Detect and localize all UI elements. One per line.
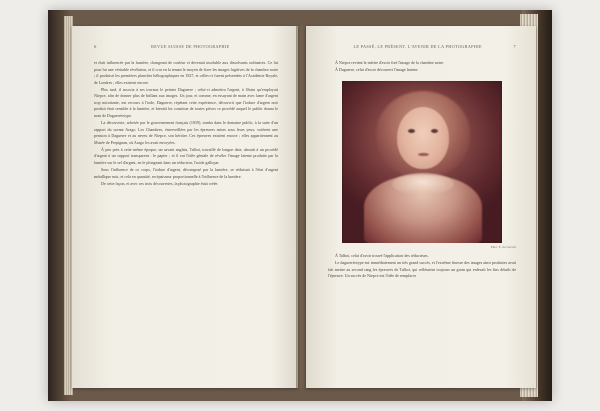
- right-body-text-top: [328, 60, 516, 74]
- plate-credit: Phot. E. de Gorsch: [490, 245, 516, 250]
- left-page: [72, 26, 298, 388]
- paragraph: À Niepce revient le mérite d'avoir fixé l'image de la chambre noire.: [335, 60, 445, 65]
- right-running-head: [328, 44, 516, 49]
- left-running-head-title: REVUE SUISSE DE PHOTOGRAPHIE: [151, 44, 230, 49]
- right-body-text-bottom: [328, 253, 516, 280]
- paragraph: À Daguerre, celui d'avoir découvert l'image latente.: [335, 67, 419, 73]
- portrait-photograph: [342, 81, 502, 243]
- plate-figure: [328, 81, 516, 250]
- paragraph: et était influencée par la lumière, changeant de couleur et devenait insoluble aux dissolvants ordinaires. Ce fut pour lui une véritable révélation, et il crut en la tenant le moyen de fixer les images fugitives de la chambre noire ; il produisit les premières planches héliographiques en 1827, et celles-ci furent présentées à l'Académie Royale, de Londres ; elles existent encore.: [94, 60, 278, 85]
- portrait-lace-collar: [392, 173, 454, 195]
- right-page-content: [306, 26, 536, 388]
- paragraph: La découverte, achetée par le gouvernement français (1839), tomba dans le domaine public, à la suite d'un rapport du savant Arago. Les Chambres, émerveillées par les épreuves mises sous leurs yeux, votèrent une pension à Daguerre et au neveu de Niepce, son héritier. Ces épreuves existent encore ; elles appartiennent au Musée de Perpignan, où Arago les avait envoyées.: [94, 120, 278, 145]
- portrait-face: [397, 107, 449, 169]
- paragraph: De cette façon, et avec ces trois découvertes, la photographie était créée.: [101, 180, 219, 186]
- left-folio: 6: [94, 44, 97, 49]
- left-page-content: [72, 26, 298, 388]
- open-book: [48, 10, 552, 401]
- right-page: [306, 26, 536, 388]
- paragraph: Plus tard, il associa à ses travaux le peintre Daguerre ; celui-ci admettra l'argent, à l'étain qu'employait Niepce, afin de donner plus de brillant aux images. Un jour, et comme, en essuyant de main avec lame d'argent trop miroitante, eut recours à l'iode, Daguerre, répétant cette expérience, découvrit que l'iodure d'argent noir produit était sensible à la lumière, et bientôt lui constitue de toutes pièces ce procédé auquel le public donna le nom de Daguerréotype.: [94, 86, 278, 118]
- left-body-text: [94, 60, 278, 187]
- paragraph: À peu près à cette même époque, un savant anglais, Talbot, travaillé de longue date, aboutit à un procédé d'argent à un support transparent : le papier ; et il eut l'idée géniale de révéler l'image latente produite par la lumière sur le sel d'argent, en le plongeant dans un réducteur, l'acide gallique.: [94, 146, 278, 165]
- portrait-eye-right: [431, 129, 438, 133]
- left-running-head: [94, 44, 278, 49]
- paragraph: À Talbot, celui d'avoir trouvé l'application des réducteurs.: [335, 253, 429, 259]
- right-running-head-title: LE PASSÉ, LE PRÉSENT, L'AVENIR DE LA PHOTOGRAPHIE: [353, 44, 482, 49]
- portrait-eye-left: [408, 129, 415, 133]
- right-folio: 7: [513, 44, 516, 49]
- paragraph: Le daguerréotype eut immédiatement un très grand succès, et l'extrême finesse des images ainsi produites avait fait mettre au second rang les épreuves de Talbot, qui reflétaient toujours un grain qui enlevait les fins détails de l'épreuve. Un succès de Niepce eut l'idée de remplacer: [328, 260, 516, 279]
- paragraph: Sous l'influence de ce corps, l'iodure d'argent, décomposé par la lumière, se réduisait à l'état d'argent métallique noir, et cela en quantité, en épaisseur proportionnelle à l'influence de la lumière.: [94, 167, 278, 179]
